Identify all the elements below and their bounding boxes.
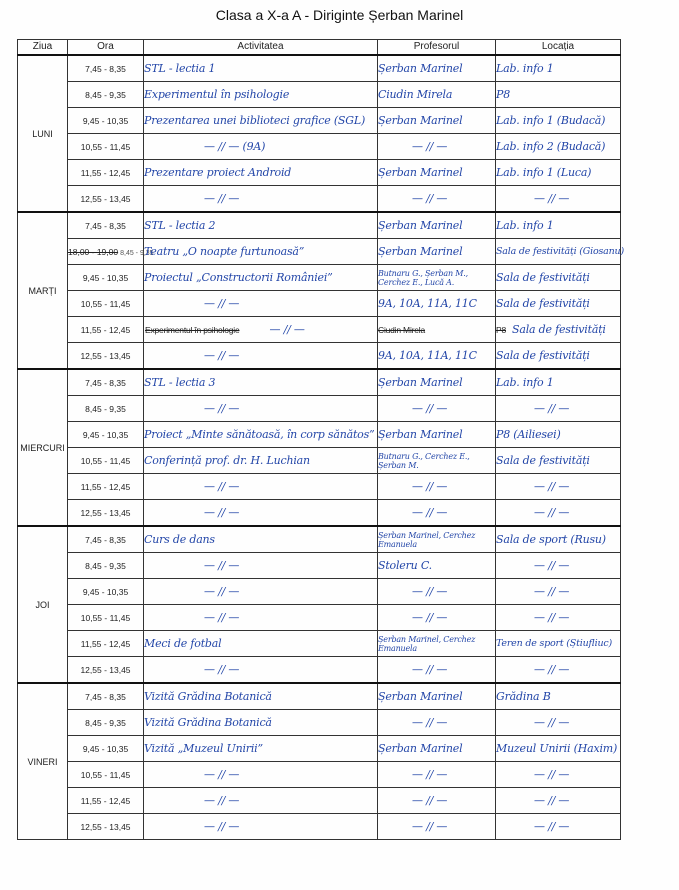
location-text: Sala de festivități [512, 323, 606, 336]
table-row [18, 526, 621, 553]
location-cell: — // — [496, 762, 621, 788]
activity-cell: — // — [144, 474, 378, 500]
teacher-cell: 9A, 10A, 11A, 11C [378, 291, 496, 317]
activity-cell: — // — [144, 343, 378, 370]
table-row [18, 82, 621, 108]
hour-cell: 7,45 - 8,35 [68, 683, 144, 710]
location-cell: — // — [496, 605, 621, 631]
header-hour: Ora [68, 40, 144, 56]
activity-cell: Vizită Grădina Botanică [144, 710, 378, 736]
header-teacher: Profesorul [378, 40, 496, 56]
teacher-cell: Ciudin Mirela [378, 82, 496, 108]
table-row [18, 500, 621, 527]
location-cell: — // — [496, 814, 621, 840]
location-cell: P8 (Ailiesei) [496, 422, 621, 448]
teacher-cell: — // — [378, 579, 496, 605]
table-row [18, 788, 621, 814]
table-row [18, 396, 621, 422]
teacher-cell: Butnaru G., Cerchez E., Șerban M. [378, 448, 496, 474]
teacher-cell: — // — [378, 474, 496, 500]
teacher-cell: Șerban Marinel, Cerchez Emanuela [378, 631, 496, 657]
location-cell: Lab. info 1 (Luca) [496, 160, 621, 186]
teacher-cell: Șerban Marinel [378, 160, 496, 186]
activity-cell: — // — [144, 657, 378, 684]
hour-cell: 11,55 - 12,45 [68, 474, 144, 500]
activity-cell: Proiect „Minte sănătoasă, în corp sănătos” [144, 422, 378, 448]
activity-cell: — // — [144, 762, 378, 788]
activity-cell: — // — [144, 553, 378, 579]
teacher-cell: Șerban Marinel [378, 108, 496, 134]
activity-cell: — // — [144, 814, 378, 840]
day-cell: LUNI [18, 55, 68, 212]
activity-cell: Proiectul „Constructorii României” [144, 265, 378, 291]
activity-cell: STL - lectia 3 [144, 369, 378, 396]
table-row [18, 291, 621, 317]
location-struck-text: P8 [496, 325, 506, 335]
teacher-cell: Șerban Marinel [378, 422, 496, 448]
location-cell: Sala de festivități [496, 448, 621, 474]
location-cell: Grădina B [496, 683, 621, 710]
hour-cell [68, 239, 154, 265]
location-cell: Lab. info 2 (Budacă) [496, 134, 621, 160]
location-cell: Sala de festivități [496, 291, 621, 317]
hour-cell: 9,45 - 10,35 [68, 579, 144, 605]
table-row [18, 448, 621, 474]
hour-cell: 8,45 - 9,35 [68, 82, 144, 108]
activity-cell [144, 317, 378, 343]
header-activity: Activitatea [144, 40, 378, 56]
location-cell: — // — [496, 579, 621, 605]
teacher-cell: — // — [378, 134, 496, 160]
table-row [18, 736, 621, 762]
hour-cell: 12,55 - 13,45 [68, 657, 144, 684]
teacher-cell: Șerban Marinel [378, 736, 496, 762]
hour-cell: 8,45 - 9,35 [68, 553, 144, 579]
hour-cell: 11,55 - 12,45 [68, 631, 144, 657]
location-cell: — // — [496, 657, 621, 684]
table-row [18, 553, 621, 579]
hour-cell: 7,45 - 8,35 [68, 212, 144, 239]
hour-cell: 12,55 - 13,45 [68, 186, 144, 213]
table-row [18, 239, 621, 265]
teacher-cell: Șerban Marinel [378, 212, 496, 239]
table-row [18, 474, 621, 500]
hour-cell: 8,45 - 9,35 [68, 396, 144, 422]
header-day: Ziua [18, 40, 68, 56]
activity-cell: Vizită „Muzeul Unirii” [144, 736, 378, 762]
location-cell: Lab. info 1 [496, 212, 621, 239]
hour-cell: 12,55 - 13,45 [68, 814, 144, 840]
teacher-cell: — // — [378, 788, 496, 814]
hour-cell: 10,55 - 11,45 [68, 762, 144, 788]
table-row [18, 134, 621, 160]
header-row [18, 40, 621, 56]
hour-cell: 11,55 - 12,45 [68, 160, 144, 186]
table-row [18, 631, 621, 657]
table-row [18, 422, 621, 448]
location-cell: Sala de festivități [496, 265, 621, 291]
location-cell: — // — [496, 788, 621, 814]
location-cell: Sala de festivități [496, 343, 621, 370]
teacher-struck-text: Ciudin Mirela [378, 325, 426, 335]
location-cell: Lab. info 1 [496, 55, 621, 82]
hour-cell: 10,55 - 11,45 [68, 448, 144, 474]
location-cell: Teren de sport (Știufliuc) [496, 631, 621, 657]
hour-cell: 11,55 - 12,45 [68, 788, 144, 814]
day-cell: MARȚI [18, 212, 68, 369]
table-row [18, 710, 621, 736]
table-row [18, 212, 621, 239]
teacher-cell: — // — [378, 500, 496, 527]
hour-cell: 9,45 - 10,35 [68, 265, 144, 291]
schedule-table [17, 39, 624, 840]
schedule-body [18, 55, 624, 840]
teacher-cell: Șerban Marinel [378, 683, 496, 710]
hour-cell: 7,45 - 8,35 [68, 55, 144, 82]
table-row [18, 657, 621, 684]
location-cell: Muzeul Unirii (Haxim) [496, 736, 621, 762]
teacher-cell: 9A, 10A, 11A, 11C [378, 343, 496, 370]
activity-cell: — // — [144, 579, 378, 605]
location-cell: Sala de festivități (Giosanu) [496, 239, 621, 265]
location-cell: Sala de sport (Rusu) [496, 526, 621, 553]
teacher-cell: — // — [378, 710, 496, 736]
location-cell: — // — [496, 396, 621, 422]
activity-cell: — // — (9A) [144, 134, 378, 160]
header-location: Locația [496, 40, 621, 56]
table-row [18, 605, 621, 631]
table-row [18, 265, 621, 291]
hour-cell: 9,45 - 10,35 [68, 736, 144, 762]
activity-cell: STL - lectia 2 [144, 212, 378, 239]
teacher-cell: — // — [378, 762, 496, 788]
activity-cell: — // — [144, 291, 378, 317]
table-row [18, 108, 621, 134]
teacher-cell: Butnaru G., Șerban M., Cerchez E., Lucă A. [378, 265, 496, 291]
activity-cell: Prezentare proiect Android [144, 160, 378, 186]
hour-cell: 7,45 - 8,35 [68, 369, 144, 396]
teacher-cell [378, 317, 496, 343]
activity-cell: Curs de dans [144, 526, 378, 553]
table-row [18, 317, 621, 343]
teacher-cell: — // — [378, 814, 496, 840]
location-cell: — // — [496, 500, 621, 527]
location-cell [496, 317, 621, 343]
teacher-cell: — // — [378, 657, 496, 684]
day-cell: JOI [18, 526, 68, 683]
hour-cell: 10,55 - 11,45 [68, 134, 144, 160]
activity-cell: Prezentarea unei biblioteci grafice (SGL) [144, 108, 378, 134]
activity-cell: — // — [144, 788, 378, 814]
teacher-cell: Șerban Marinel [378, 369, 496, 396]
activity-cell: Meci de fotbal [144, 631, 378, 657]
day-cell: VINERI [18, 683, 68, 840]
hour-cell: 10,55 - 11,45 [68, 291, 144, 317]
teacher-cell: Șerban Marinel [378, 239, 496, 265]
location-cell: Lab. info 1 [496, 369, 621, 396]
hour-cell: 12,55 - 13,45 [68, 343, 144, 370]
hour-cell: 10,55 - 11,45 [68, 605, 144, 631]
teacher-cell: Stoleru C. [378, 553, 496, 579]
hour-struck-text: 18,00 - 19,00 [68, 246, 119, 257]
hour-cell: 12,55 - 13,45 [68, 500, 144, 527]
activity-cell: Vizită Grădina Botanică [144, 683, 378, 710]
hour-cell: 9,45 - 10,35 [68, 108, 144, 134]
activity-cell: — // — [144, 396, 378, 422]
teacher-cell: — // — [378, 186, 496, 213]
table-row [18, 579, 621, 605]
table-row [18, 160, 621, 186]
teacher-cell: Șerban Marinel [378, 55, 496, 82]
activity-cell: Experimentul în psihologie [144, 82, 378, 108]
activity-cell: STL - lectia 1 [144, 55, 378, 82]
activity-cell: — // — [144, 605, 378, 631]
teacher-cell: — // — [378, 605, 496, 631]
activity-struck-text: Experimentul în psihologie [145, 325, 240, 335]
teacher-cell: — // — [378, 396, 496, 422]
location-cell: P8 [496, 82, 621, 108]
page-title: Clasa a X-a A - Diriginte Șerban Marinel [215, 7, 464, 23]
location-cell: — // — [496, 474, 621, 500]
activity-cell: — // — [144, 500, 378, 527]
table-row [18, 343, 621, 370]
table-row [18, 186, 621, 213]
location-cell: Lab. info 1 (Budacă) [496, 108, 621, 134]
hour-cell: 9,45 - 10,35 [68, 422, 144, 448]
location-cell: — // — [496, 553, 621, 579]
activity-cell: — // — [144, 186, 378, 213]
hour-original-text: 8,45 - 9,35 [120, 249, 154, 257]
activity-cell: Conferință prof. dr. H. Luchian [144, 448, 378, 474]
table-row [18, 55, 621, 82]
location-cell: — // — [496, 710, 621, 736]
hour-cell: 7,45 - 8,35 [68, 526, 144, 553]
table-row [18, 814, 621, 840]
teacher-cell: Șerban Marinel, Cerchez Emanuela [378, 526, 496, 553]
table-row [18, 683, 621, 710]
table-row [18, 369, 621, 396]
day-cell: MIERCURI [18, 369, 68, 526]
activity-cell: Teatru „O noapte furtunoasă” [144, 239, 378, 265]
activity-text: — // — [269, 323, 305, 336]
table-row [18, 762, 621, 788]
hour-cell: 11,55 - 12,45 [68, 317, 144, 343]
hour-cell: 8,45 - 9,35 [68, 710, 144, 736]
location-cell: — // — [496, 186, 621, 213]
